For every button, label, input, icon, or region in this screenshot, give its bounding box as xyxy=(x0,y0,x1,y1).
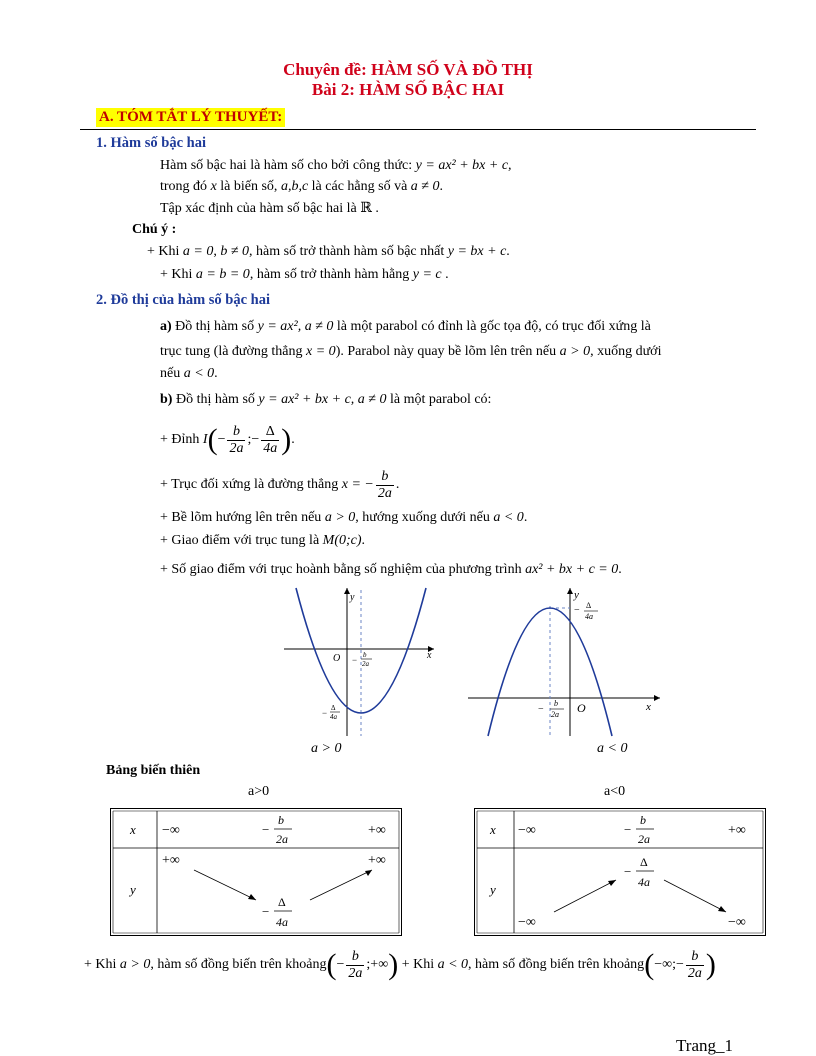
text: Đồ thị hàm số xyxy=(175,392,255,407)
numerator: b xyxy=(232,423,240,439)
text: . xyxy=(375,201,379,216)
numerator: Δ xyxy=(265,423,275,439)
bbt-caption-left: a>0 xyxy=(248,784,270,799)
label: a) xyxy=(160,319,172,334)
text: . xyxy=(395,477,400,492)
text: . xyxy=(618,562,622,577)
text: . xyxy=(439,179,443,194)
text: , hướng xuống dưới nếu xyxy=(355,510,490,525)
formula: y = ax² + bx + c, a ≠ 0 xyxy=(258,392,387,407)
x-vertex-minus: − xyxy=(262,822,270,837)
paren-close: ) xyxy=(388,948,399,981)
arrow-up xyxy=(554,880,616,912)
formula: y = ax², a ≠ 0 xyxy=(257,319,334,334)
label: b) xyxy=(160,392,173,407)
denominator: 4a xyxy=(263,440,278,456)
text: + Số giao điểm với trục hoành bằng số nghiệm của phương trình xyxy=(160,562,522,577)
part-a-line-1 xyxy=(160,319,651,335)
note-label: Chú ý : xyxy=(132,222,177,237)
x-intercept-line xyxy=(160,562,622,578)
paren-close: ) xyxy=(281,423,292,456)
text: . xyxy=(361,533,366,548)
numerator: b xyxy=(351,948,359,964)
quadratic-formula: y = ax² + bx + c, xyxy=(415,158,512,173)
y-vertex-num: Δ xyxy=(640,855,648,869)
denominator: 2a xyxy=(348,965,363,981)
denominator: 2a xyxy=(687,965,702,981)
formula: a = 0 xyxy=(182,244,214,259)
fraction-b-2a xyxy=(227,424,245,457)
text: là biến số, xyxy=(220,179,278,194)
y-arrow xyxy=(567,588,573,594)
vertex-x-den: 2a xyxy=(362,660,369,668)
vertex-I: I xyxy=(202,432,208,447)
graph-caption-right: a < 0 xyxy=(597,741,628,756)
y-pos-inf-left: +∞ xyxy=(162,853,180,868)
formula: x = 0 xyxy=(306,344,336,359)
minus: − xyxy=(251,432,260,447)
numerator: b xyxy=(381,468,389,484)
formula: a > 0 xyxy=(119,957,151,972)
x-pos-inf: +∞ xyxy=(368,823,386,838)
fraction-b-2a xyxy=(346,949,364,982)
y-vertex-num: Δ xyxy=(278,895,286,909)
variation-table-negative xyxy=(474,808,766,936)
variables-line xyxy=(160,179,443,195)
x-label: x xyxy=(427,650,432,661)
y-vertex-den: 4a xyxy=(638,875,650,889)
formula: a = b = 0 xyxy=(195,267,250,282)
x-header: x xyxy=(490,822,496,837)
arrow-down xyxy=(194,870,256,900)
y-intercept-line xyxy=(160,533,365,549)
section-a-heading: A. TÓM TẮT LÝ THUYẾT: xyxy=(96,108,285,127)
text: trục tung (là đường thẳng xyxy=(160,344,303,359)
graph-upward-parabola xyxy=(284,586,436,738)
origin-label: O xyxy=(577,701,586,715)
text: + Khi xyxy=(84,957,117,972)
text: là một parabol có: xyxy=(389,392,492,407)
minus: − xyxy=(217,432,226,447)
formula: a > 0 xyxy=(324,510,356,525)
text: Đồ thị hàm số xyxy=(175,319,255,334)
table-border xyxy=(111,809,402,936)
vertex-y-den: 4a xyxy=(330,713,337,721)
definition-line xyxy=(160,158,512,174)
definition-text: Hàm số bậc hai là hàm số cho bởi công thức: xyxy=(160,158,413,173)
formula: b ≠ 0 xyxy=(220,244,250,259)
concavity-line xyxy=(160,510,527,526)
variation-table-positive xyxy=(110,808,402,936)
text: , hàm số trở thành hàm hằng xyxy=(249,267,410,282)
vertex-line xyxy=(160,417,295,463)
vertex-y-num: Δ xyxy=(586,601,592,610)
y-label: y xyxy=(574,589,579,601)
bbt-caption-right: a<0 xyxy=(604,784,626,799)
axis-line xyxy=(160,463,399,507)
minus: − xyxy=(675,957,684,972)
text: . xyxy=(214,366,218,381)
y-header: y xyxy=(130,882,136,897)
part-a-line-2 xyxy=(160,344,661,360)
domain-text: Tập xác định của hàm số bậc hai là xyxy=(160,201,357,216)
semicolon: ; xyxy=(247,432,252,447)
lesson-title: Bài 2: HÀM SỐ BẬC HAI xyxy=(311,80,505,99)
text: , xyxy=(213,244,217,259)
var-x: x xyxy=(210,179,217,194)
arrow-down xyxy=(664,880,726,912)
text: + Khi xyxy=(401,957,435,972)
text: . xyxy=(506,244,510,259)
x-vertex-num: b xyxy=(640,813,646,827)
text: , hàm số đồng biến trên khoảng xyxy=(150,957,327,972)
part-b-line xyxy=(160,392,491,408)
fraction-b-2a xyxy=(376,469,394,502)
variation-table-heading: Bảng biến thiên xyxy=(106,763,201,778)
y-vertex-minus: − xyxy=(262,904,270,919)
text: , hàm số trở thành hàm số bậc nhất xyxy=(249,244,445,259)
text: , xuống dưới xyxy=(590,344,662,359)
section-divider xyxy=(80,129,756,130)
x-arrow xyxy=(654,695,660,701)
formula: a > 0 xyxy=(559,344,591,359)
text: + Trục đối xứng là đường thẳng xyxy=(160,477,339,492)
domain-symbol: ℝ xyxy=(360,201,372,216)
x-vertex-den: 2a xyxy=(638,832,650,846)
x-neg-inf: −∞ xyxy=(162,823,180,838)
section-2-heading: 2. Đồ thị của hàm số bậc hai xyxy=(96,292,271,308)
vertex-y-minus: − xyxy=(322,708,328,718)
text: + Đỉnh xyxy=(160,432,200,447)
text: + Khi xyxy=(160,267,193,282)
x-header: x xyxy=(130,822,136,837)
text: + Khi xyxy=(147,244,180,259)
text: . xyxy=(445,267,449,282)
y-header: y xyxy=(490,882,496,897)
vertex-y-den: 4a xyxy=(585,612,593,621)
x-vertex-num: b xyxy=(278,813,284,827)
conclusion-line xyxy=(84,942,716,988)
text: nếu xyxy=(160,366,181,381)
y-label: y xyxy=(350,592,355,603)
formula: y = c xyxy=(412,267,442,282)
formula: x = − xyxy=(341,477,374,492)
page-number: Trang_1 xyxy=(676,1036,733,1055)
y-vertex-minus: − xyxy=(624,864,632,879)
paren-close: ) xyxy=(705,948,716,981)
infinity: −∞ xyxy=(654,957,673,972)
condition: a ≠ 0 xyxy=(410,179,440,194)
vertex-x-num: b xyxy=(554,699,558,708)
x-pos-inf: +∞ xyxy=(728,823,746,838)
text: trong đó xyxy=(160,179,208,194)
minus: − xyxy=(336,957,345,972)
paren-open: ( xyxy=(644,948,655,981)
infinity: +∞ xyxy=(370,957,389,972)
y-neg-inf-left: −∞ xyxy=(518,915,536,930)
formula: a < 0 xyxy=(493,510,524,525)
x-neg-inf: −∞ xyxy=(518,823,536,838)
text: là các hằng số và xyxy=(311,179,408,194)
note-1 xyxy=(147,244,510,260)
vertex-x-minus: − xyxy=(538,704,544,715)
origin-label: O xyxy=(333,653,341,664)
formula: a < 0 xyxy=(183,366,215,381)
text: . xyxy=(523,510,528,525)
formula: a < 0 xyxy=(437,957,469,972)
text: là một parabol có đỉnh là gốc tọa độ, có trục đối xứng là xyxy=(336,319,651,334)
vertex-x-minus: − xyxy=(352,655,358,665)
y-pos-inf-right: +∞ xyxy=(368,853,386,868)
vertex-y-num: Δ xyxy=(331,704,336,712)
formula: ax² + bx + c = 0 xyxy=(525,562,619,577)
y-neg-inf-right: −∞ xyxy=(728,915,746,930)
section-1-heading: 1. Hàm số bậc hai xyxy=(96,135,206,151)
formula: M(0;c) xyxy=(322,533,362,548)
x-vertex-minus: − xyxy=(624,822,632,837)
text: + Giao điểm với trục tung là xyxy=(160,533,320,548)
text: . xyxy=(291,432,295,447)
paren-open: ( xyxy=(207,423,218,456)
x-vertex-den: 2a xyxy=(276,832,288,846)
y-vertex-den: 4a xyxy=(276,915,288,929)
fraction-b-2a xyxy=(686,949,704,982)
semicolon: ; xyxy=(366,957,371,972)
x-label: x xyxy=(646,701,651,713)
numerator: b xyxy=(691,948,699,964)
formula: y = bx + c xyxy=(447,244,507,259)
domain-line xyxy=(160,200,379,217)
text: , hàm số đồng biến trên khoảng xyxy=(468,957,645,972)
graph-caption-left: a > 0 xyxy=(311,741,342,756)
page-title: Chuyên đề: HÀM SỐ VÀ ĐỒ THỊ xyxy=(283,60,533,79)
note-2 xyxy=(160,267,449,283)
part-a-line-3 xyxy=(160,366,218,382)
text: ). Parabol này quay bề lõm lên trên nếu xyxy=(335,344,557,359)
denominator: 2a xyxy=(377,485,392,501)
var-abc: a,b,c xyxy=(280,179,309,194)
denominator: 2a xyxy=(229,440,244,456)
graph-downward-parabola xyxy=(466,586,662,738)
text: + Bề lõm hướng lên trên nếu xyxy=(160,510,322,525)
vertex-x-den: 2a xyxy=(551,710,559,719)
paren-open: ( xyxy=(326,948,337,981)
semicolon: ; xyxy=(672,957,676,972)
vertex-x-num: b xyxy=(363,651,367,659)
vertex-y-minus: − xyxy=(574,605,580,616)
arrow-up xyxy=(310,870,372,900)
fraction-delta-4a xyxy=(261,424,279,457)
